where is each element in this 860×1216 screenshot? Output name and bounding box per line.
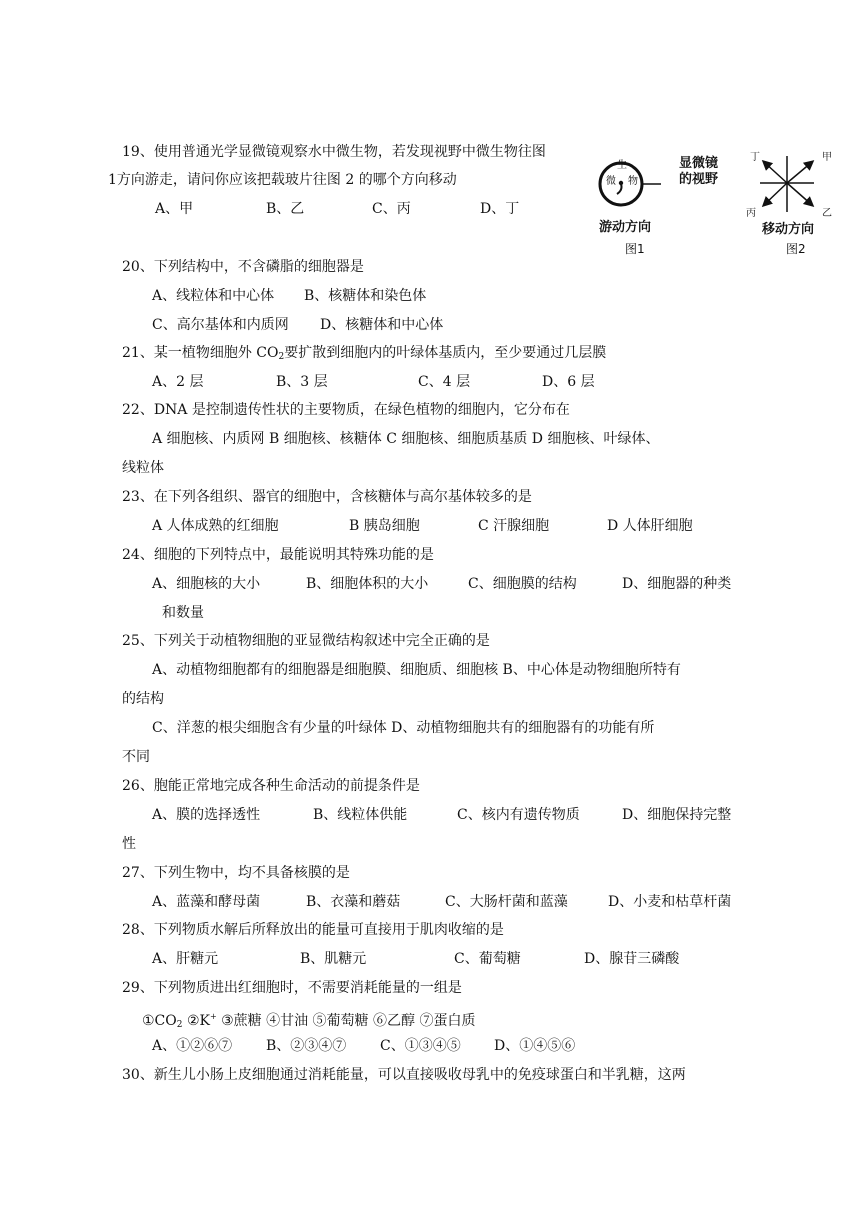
q26-option-b: B、线粒体供能 (313, 807, 408, 823)
q20-option-c: C、高尔基体和内质网 (152, 317, 289, 333)
q27-option-b: B、衣藻和蘑菇 (306, 894, 401, 910)
q29-items-rest: ③蔗糖 ④甘油 ⑤葡萄糖 ⑥乙醇 ⑦蛋白质 (221, 1013, 476, 1029)
q28-option-d: D、腺苷三磷酸 (584, 951, 680, 967)
figure2-label-bing: 丙 (746, 208, 756, 219)
q21-option-d: D、6 层 (542, 374, 595, 390)
figure2-label-ding: 丁 (750, 152, 760, 163)
q25-options-ab-wrap: 的结构 (122, 691, 164, 707)
figure1-inner-text-right: 物 (628, 176, 638, 187)
q19-option-a: A、甲 (155, 201, 194, 217)
q23-option-a: A 人体成熟的红细胞 (152, 518, 279, 534)
figure1-pointer-label-line2: 的视野 (679, 172, 719, 187)
q19-option-c: C、丙 (372, 201, 411, 217)
q22-options-wrap: 线粒体 (122, 460, 164, 476)
q23-option-d: D 人体肝细胞 (607, 518, 693, 534)
q29-item-k: ②K (186, 1013, 210, 1029)
q21-stem-text-a: 21、某一植物细胞外 CO (122, 345, 279, 361)
q21-option-b: B、3 层 (276, 374, 328, 390)
q29-stem: 29、下列物质进出红细胞时，不需要消耗能量的一组是 (122, 980, 462, 996)
q19-stem-line1: 19、使用普通光学显微镜观察水中微生物，若发现视野中微生物往图 (122, 144, 546, 160)
q23-option-c: C 汗腺细胞 (478, 518, 550, 534)
q28-stem: 28、下列物质水解后所释放出的能量可直接用于肌肉收缩的是 (122, 922, 504, 938)
q29-item-co2-subscript: 2 (176, 1020, 183, 1030)
q21-stem-subscript: 2 (278, 352, 285, 362)
q25-stem: 25、下列关于动植物细胞的亚显微结构叙述中完全正确的是 (122, 633, 490, 649)
q27-option-c: C、大肠杆菌和蓝藻 (445, 894, 568, 910)
q24-stem: 24、细胞的下列特点中，最能说明其特殊功能的是 (122, 547, 434, 563)
q28-option-c: C、葡萄糖 (454, 951, 521, 967)
figure2-direction-label: 移动方向 (762, 222, 815, 237)
q27-stem: 27、下列生物中，均不具备核膜的是 (122, 865, 350, 881)
q29-option-c: C、①③④⑤ (380, 1038, 461, 1054)
figure1-inner-text-left: 微 (606, 176, 616, 187)
figure-1 (597, 150, 725, 262)
q20-option-b: B、核糖体和染色体 (304, 288, 427, 304)
q19-stem-line2: 1方向游走，请问你应该把载玻片往图 2 的哪个方向移动 (108, 172, 457, 188)
q22-options: A 细胞核、内质网 B 细胞核、核糖体 C 细胞核、细胞质基质 D 细胞核、叶绿体、 (152, 431, 660, 447)
q27-option-a: A、蓝藻和酵母菌 (152, 894, 261, 910)
q29-item-k-superscript: + (209, 1012, 217, 1021)
q27-option-d: D、小麦和枯草杆菌 (608, 894, 732, 910)
q29-option-d: D、①④⑤⑥ (494, 1038, 576, 1054)
q23-stem: 23、在下列各组织、器官的细胞中，含核糖体与高尔基体较多的是 (122, 489, 532, 505)
q29-items (142, 1007, 475, 1035)
q29-item-co2: ①CO (142, 1013, 177, 1029)
q26-option-a: A、膜的选择透性 (152, 807, 261, 823)
q21-stem-text-b: 要扩散到细胞内的叶绿体基质内，至少要通过几层膜 (284, 345, 607, 361)
q26-option-c: C、核内有遗传物质 (457, 807, 580, 823)
q25-options-cd: C、洋葱的根尖细胞含有少量的叶绿体 D、动植物细胞共有的细胞器有的功能有所 (152, 720, 655, 736)
q28-option-a: A、肝糖元 (152, 951, 219, 967)
q21-option-c: C、4 层 (418, 374, 471, 390)
q22-stem: 22、DNA 是控制遗传性状的主要物质，在绿色植物的细胞内，它分布在 (122, 402, 570, 418)
q20-stem: 20、下列结构中，不含磷脂的细胞器是 (122, 259, 364, 275)
figure1-inner-text-top: 生 (617, 160, 627, 171)
q24-option-b: B、细胞体积的大小 (306, 576, 429, 592)
q25-options-cd-wrap: 不同 (122, 749, 150, 765)
q29-option-a: A、①②⑥⑦ (152, 1038, 233, 1054)
q26-options-wrap: 性 (122, 836, 136, 852)
figure2-label-yi: 乙 (822, 208, 832, 219)
figure1-pointer-label-line1: 显微镜 (679, 156, 719, 171)
q29-option-b: B、②③④⑦ (266, 1038, 347, 1054)
q25-options-ab: A、动植物细胞都有的细胞器是细胞膜、细胞质、细胞核 B、中心体是动物细胞所特有 (152, 662, 681, 678)
q24-option-c: C、细胞膜的结构 (468, 576, 577, 592)
q23-option-b: B 胰岛细胞 (349, 518, 420, 534)
q24-options-wrap: 和数量 (162, 605, 204, 621)
q20-option-a: A、线粒体和中心体 (152, 288, 275, 304)
q30-stem: 30、新生儿小肠上皮细胞通过消耗能量，可以直接吸收母乳中的免疫球蛋白和半乳糖，这两 (122, 1067, 686, 1083)
q20-option-d: D、核糖体和中心体 (320, 317, 444, 333)
figure-2 (742, 150, 842, 262)
q26-stem: 26、胞能正常地完成各种生命活动的前提条件是 (122, 778, 420, 794)
q21-option-a: A、2 层 (152, 374, 204, 390)
figure1-direction-label: 游动方向 (599, 220, 652, 235)
q21-stem (122, 343, 606, 367)
q19-option-d: D、丁 (480, 201, 520, 217)
figure2-caption: 图2 (786, 242, 806, 256)
q28-option-b: B、肌糖元 (300, 951, 367, 967)
q24-option-a: A、细胞核的大小 (152, 576, 261, 592)
figure2-label-jia: 甲 (822, 152, 832, 163)
figure1-caption: 图1 (625, 242, 645, 256)
q19-option-b: B、乙 (266, 201, 305, 217)
q24-option-d: D、细胞器的种类 (622, 576, 732, 592)
q26-option-d: D、细胞保持完整 (622, 807, 732, 823)
